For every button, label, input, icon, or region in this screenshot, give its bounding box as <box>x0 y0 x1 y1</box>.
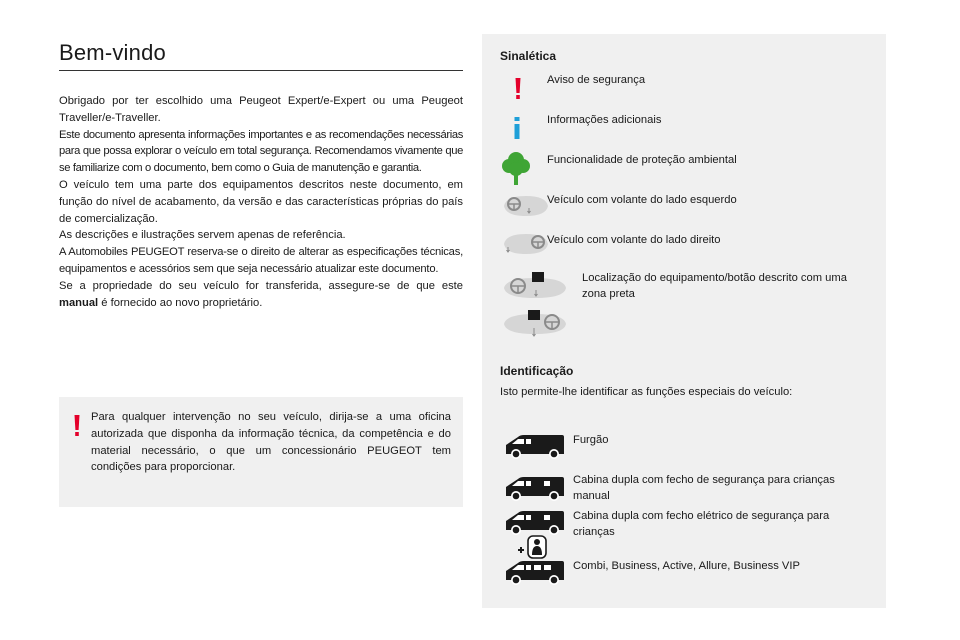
signaletica-label-warning: Aviso de segurança <box>547 74 646 86</box>
intro-paragraph-2: Este documento apresenta informações importantes e as recomendações necessárias para que possa explorar o veículo em total segurança. Recomendamos vivamente que se familiarize com o documento, bem como o Guia de manutenção e garantia. <box>59 128 463 175</box>
intro-paragraph-6-bold: manual <box>59 296 99 309</box>
double-cab-electric-icon <box>504 508 566 536</box>
right-panel <box>482 34 886 608</box>
signaletica-label-rhd: Veículo com volante do lado direito <box>547 234 721 246</box>
signaletica-label-eco: Funcionalidade de proteção ambiental <box>547 154 737 166</box>
child-lock-icon <box>516 534 548 560</box>
info-icon <box>513 117 521 139</box>
signaletica-label-lhd: Veículo com volante do lado esquerdo <box>547 194 737 206</box>
intro-paragraph-4: As descrições e ilustrações servem apenas de referência. <box>59 229 346 242</box>
lhd-steering-icon <box>502 194 550 218</box>
warning-icon <box>73 415 81 437</box>
welcome-section <box>59 40 463 311</box>
intro-paragraph-3: O veículo tem uma parte dos equipamentos descritos neste documento, em função do nível de acabamento, da versão e das características próprias do país de comercialização. <box>59 178 463 225</box>
intro-paragraph-6 <box>59 278 463 312</box>
identificacao-label-van: Furgão <box>573 434 609 446</box>
intro-text <box>59 93 463 311</box>
rhd-steering-icon <box>502 232 550 258</box>
signaletica-label-info: Informações adicionais <box>547 114 662 126</box>
title-divider <box>59 70 463 71</box>
intro-paragraph-6-start: Se a propriedade do seu veículo for transferida, assegure-se de que este <box>59 279 463 292</box>
dashboard-zone-icon <box>502 272 568 302</box>
identificacao-label-double-cab: Cabina dupla com fecho de segurança para crianças manual <box>573 474 835 502</box>
warning-box <box>59 397 463 507</box>
dashboard-zone-rhd-icon <box>502 310 568 342</box>
identificacao-label-combi: Combi, Business, Active, Allure, Business VIP <box>573 560 800 572</box>
intro-paragraph-1: Obrigado por ter escolhido uma Peugeot Expert/e-Expert ou uma Peugeot Traveller/e-Traveller. <box>59 95 463 124</box>
signaletica-title: Sinalética <box>500 49 557 63</box>
page-title: Bem-vindo <box>59 40 166 65</box>
identificacao-label-double-cab-electric: Cabina dupla com fecho elétrico de segurança para crianças <box>573 510 830 538</box>
combi-icon <box>504 558 566 586</box>
identificacao-intro: Isto permite-lhe identificar as funções especiais do veículo: <box>500 386 793 398</box>
signaletica-label-zone: Localização do equipamento/botão descrito com uma zona preta <box>582 272 847 300</box>
van-icon <box>504 432 566 460</box>
tree-icon <box>502 151 530 185</box>
intro-paragraph-6-end: é fornecido ao novo proprietário. <box>98 296 263 309</box>
identificacao-title: Identificação <box>500 364 574 378</box>
warning-icon <box>514 78 522 100</box>
intro-paragraph-5: A Automobiles PEUGEOT reserva-se o direito de alterar as especificações técnicas, equipamentos e acessórios sem que seja necessário atualizar este documento. <box>59 246 463 275</box>
warning-text: Para qualquer intervenção no seu veículo, dirija-se a uma oficina autorizada que disponha da informação técnica, da competência e do material necessário, o que um concessionário PEUGEOT tem condições para proporcionar. <box>91 411 451 474</box>
double-cab-icon <box>504 474 566 502</box>
